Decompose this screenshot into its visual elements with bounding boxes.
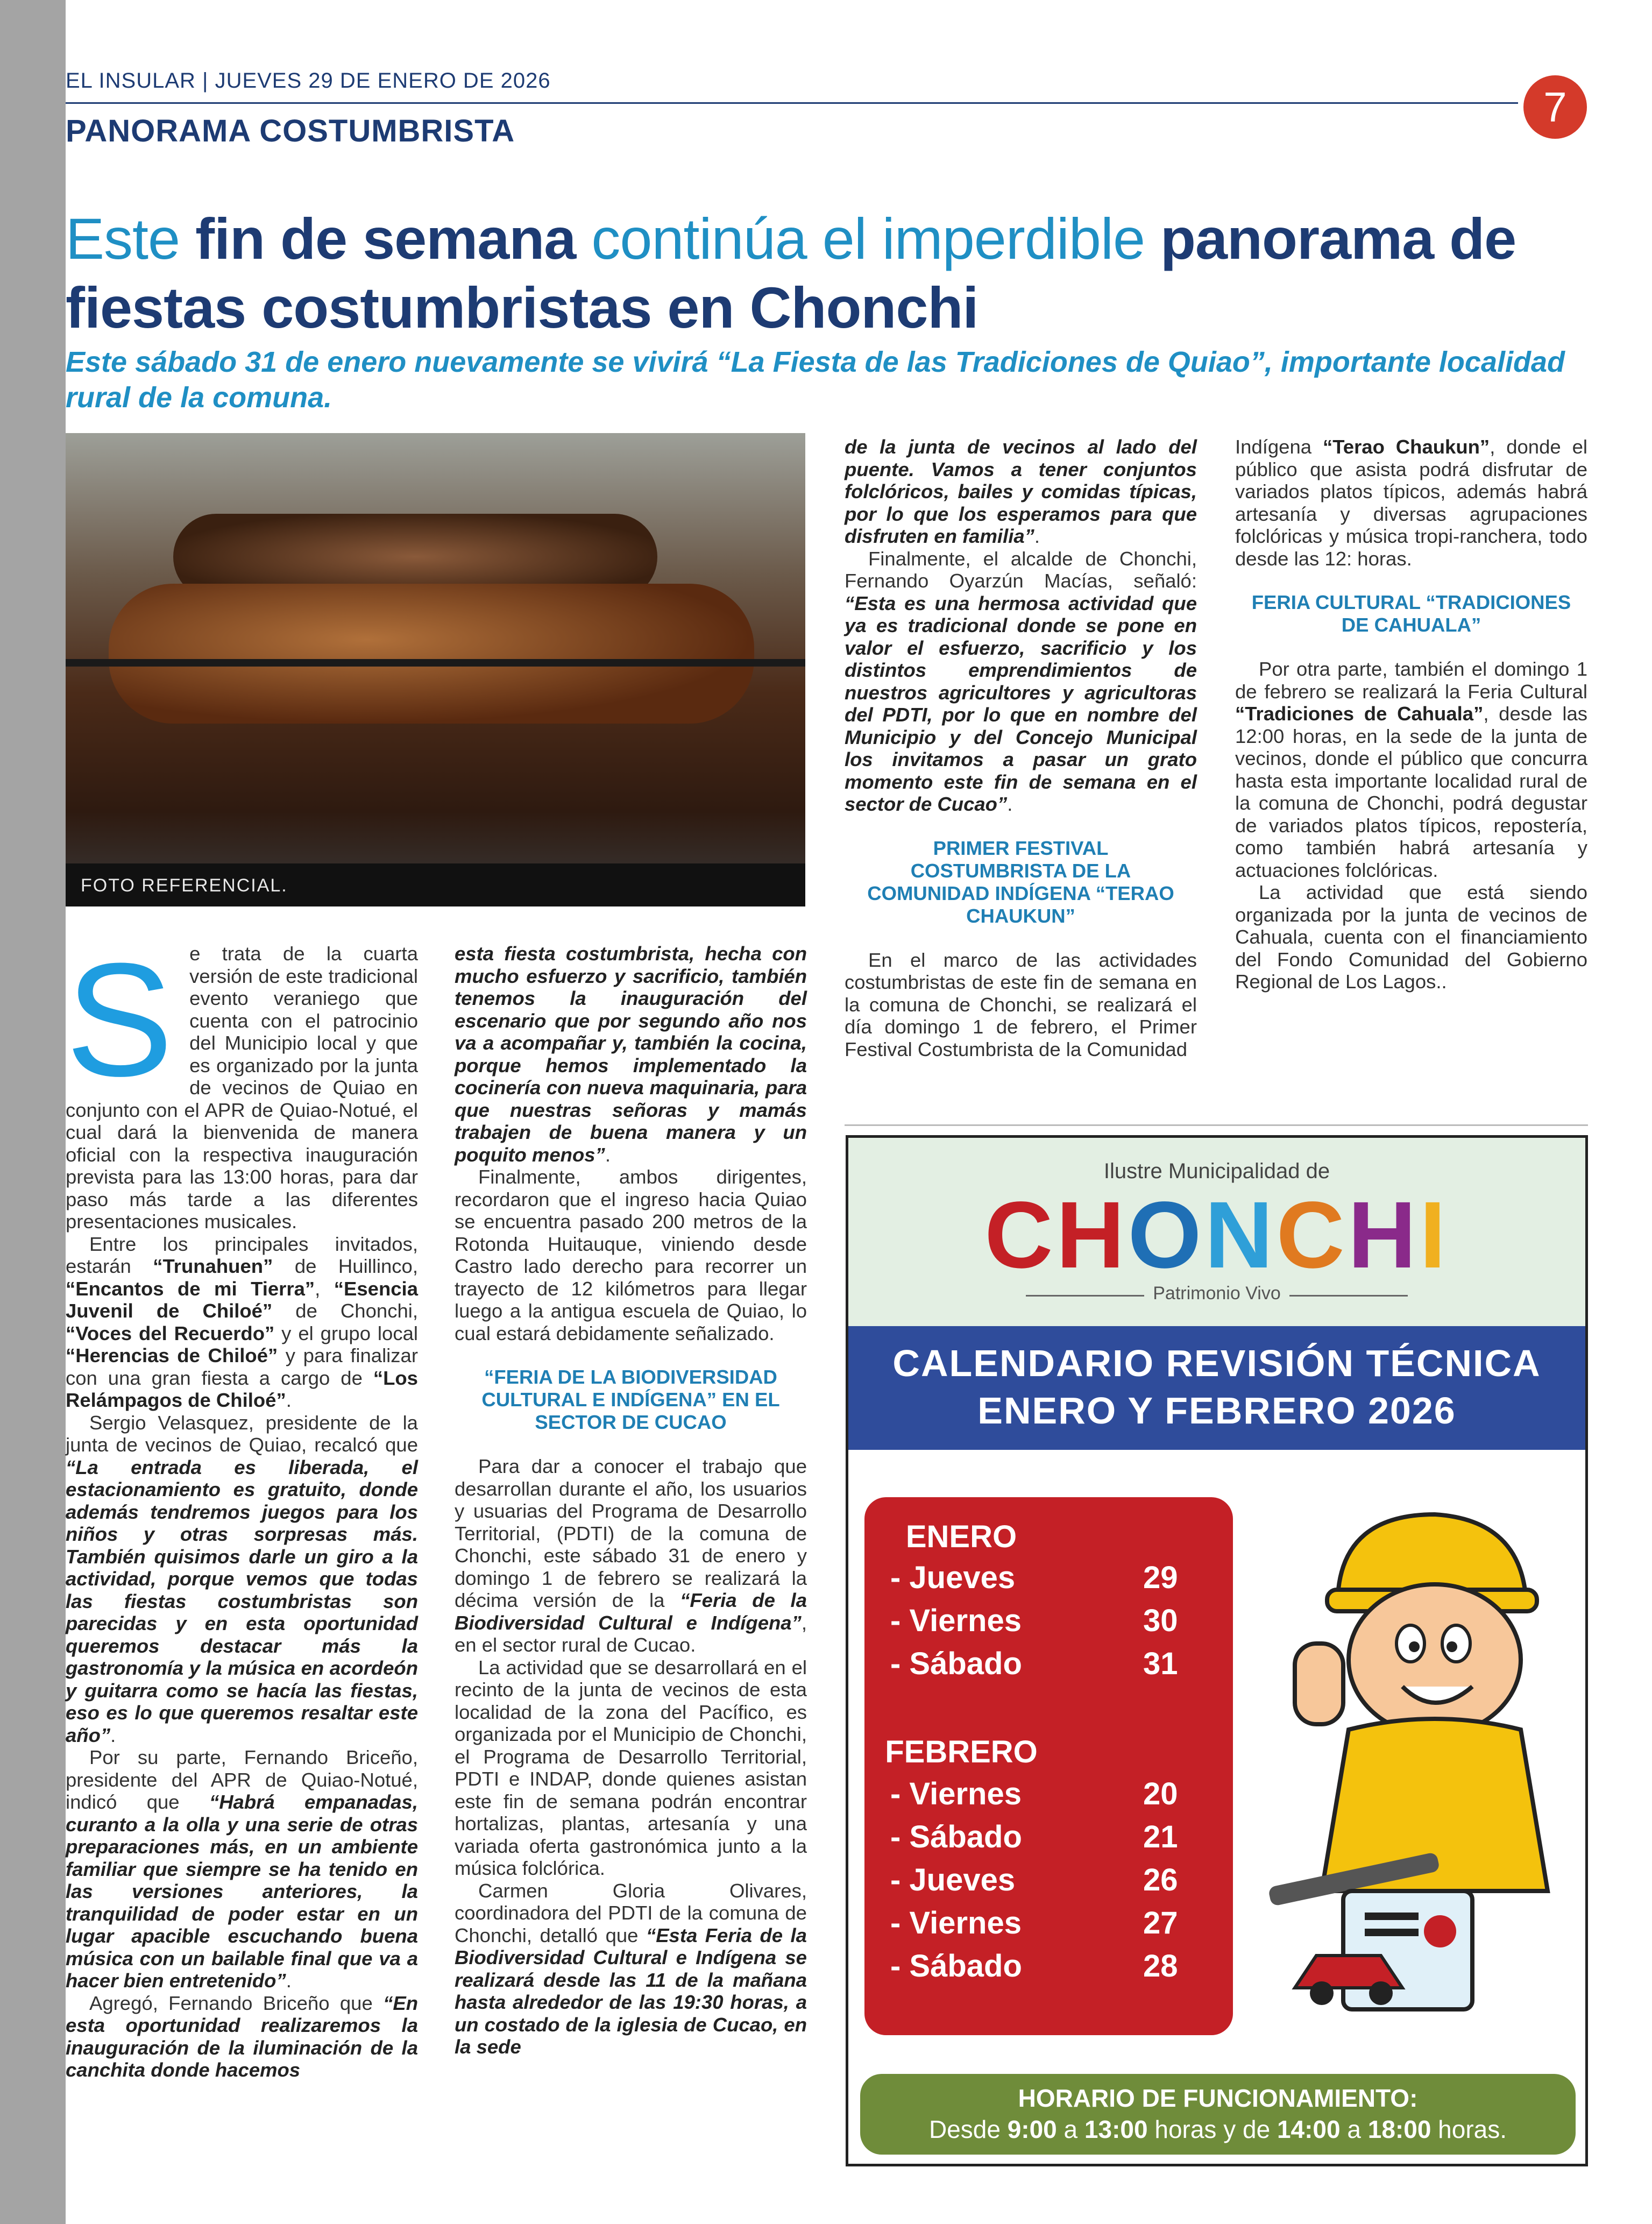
paragraph-text: ,	[315, 1277, 334, 1300]
event-name: “Feria de la Biodiversidad Cultural e Indígena”	[455, 1589, 807, 1634]
subheadline: Este sábado 31 de enero nuevamente se vivirá “La Fiesta de las Tradiciones de Quiao”, importante localidad rural de la comuna.	[66, 346, 1565, 414]
headline-part-2: fin de semana	[195, 206, 576, 271]
calendar-day: - Viernes	[890, 1776, 1022, 1811]
calendar-date: 27	[1143, 1906, 1178, 1940]
calendar-day: - Jueves	[890, 1560, 1016, 1595]
article-paragraph	[455, 1455, 807, 1656]
logo-letter: N	[1204, 1182, 1277, 1288]
mechanic-illustration	[1257, 1482, 1580, 2020]
article-photo	[66, 433, 805, 906]
logo-letter: H	[1056, 1182, 1128, 1288]
hours-time: 18:00	[1367, 2115, 1431, 2143]
article-paragraph	[455, 1880, 807, 2058]
photo-caption: FOTO REFERENCIAL.	[81, 875, 288, 896]
chonchi-logo	[848, 1181, 1585, 1290]
calendar-date: 31	[1143, 1646, 1178, 1681]
clipboard-line	[1365, 1929, 1419, 1936]
section-heading: “FERIA DE LA BIODIVERSIDAD CULTURAL E INDÍGENA” EN EL SECTOR DE CUCAO	[481, 1366, 780, 1433]
paragraph-text: .	[1007, 793, 1013, 815]
hours-time: 13:00	[1084, 2115, 1148, 2143]
header-rule	[66, 102, 1518, 104]
paragraph-text: .	[286, 1389, 292, 1411]
quote-text: “La entrada es liberada, el estacionamiento es gratuito, donde además tendremos juegos para los niños y otras sorpresas más. También quisimos darle un giro a la actividad, porque vemos que todas las fiestas costumbristas son parecidas y en esta oportunidad queremos destacar más la gastronomía y la música en acordeón y guitarra como se hacía las fiestas, eso es lo que queremos resaltar este año”	[66, 1456, 418, 1746]
band-name: “Los Relámpagos de Chiloé”	[66, 1366, 418, 1411]
section-heading: FERIA CULTURAL “TRADICIONES DE CAHUALA”	[1251, 591, 1571, 636]
calendar-day: - Sábado	[890, 1819, 1022, 1854]
hours-time: 14:00	[1277, 2115, 1341, 2143]
paragraph-text: .	[605, 1143, 611, 1166]
calendar-box	[864, 1497, 1233, 2035]
quote-text: esta fiesta costumbrista, hecha con mucho esfuerzo y sacrificio, también tenemos la inauguración del escenario que por segundo año nos va a acompañar y, también la cocina, porque hemos implementado la cocinería con nueva maquinaria, para que nuestras señoras y mamás trabajen de buena manera y un poquito menos”	[455, 943, 807, 1166]
ad-tagline: Patrimonio Vivo	[1153, 1283, 1281, 1304]
paragraph-text: Para dar a conocer el trabajo que desarrollan durante el año, los usuarios y usuarias del Programa de Desarrollo Territorial, (PDTI) de la comuna de Chonchi, este sábado 31 de enero y domingo 1 de febrero se realizará la décima versión de la	[455, 1455, 807, 1611]
calendar-date: 21	[1143, 1819, 1178, 1854]
paragraph-text: Indígena	[1235, 436, 1323, 458]
calendar-date: 20	[1143, 1776, 1178, 1811]
clipboard-line	[1365, 1913, 1419, 1920]
article-paragraph	[66, 1412, 418, 1747]
calendar-date: 28	[1143, 1949, 1178, 1984]
hours-part: Desde	[928, 2115, 1008, 2143]
article-paragraph	[845, 548, 1197, 816]
quote-text: “Esta Feria de la Biodiversidad Cultural e Indígena se realizará desde las 11 de la mañana hasta alrededor de las 19:30 horas, a un costado de la iglesia de Cucao, en la sede	[455, 1924, 807, 2058]
photo-roast-front	[109, 584, 754, 724]
article-paragraph: La actividad que está siendo organizada por la junta de vecinos de Cahuala, cuenta con el financiamiento del Fondo Comunidad del Gobierno Regional de Los Lagos..	[1235, 881, 1587, 993]
hours-time: 9:00	[1007, 2115, 1057, 2143]
article-paragraph	[66, 929, 418, 1233]
article-paragraph	[66, 1233, 418, 1412]
paragraph-text: Agregó, Fernando Briceño que	[89, 1992, 384, 2014]
publication-date: JUEVES 29 DE ENERO DE 2026	[215, 69, 551, 93]
pupil-right	[1447, 1641, 1457, 1652]
paragraph-text: Finalmente, el alcalde de Chonchi, Fernando Oyarzún Macías, señaló:	[845, 547, 1197, 592]
hours-part: a	[1057, 2115, 1084, 2143]
background-band-left	[0, 0, 66, 2224]
car-wheel	[1369, 1981, 1393, 2005]
month-label-febrero: FEBRERO	[885, 1734, 1038, 1769]
paragraph-text: Entre los principales invitados, estarán	[66, 1233, 418, 1277]
quote-text: “En esta oportunidad realizaremos la inauguración de la iluminación de la canchita donde hacemos	[66, 1992, 418, 2081]
hours-part: horas.	[1431, 2115, 1507, 2143]
publication-name: EL INSULAR	[66, 69, 196, 93]
paragraph-text: , donde el público que asista podrá disfrutar de variados platos típicos, además habrá artesanía y diversas agrupaciones folclóricas y música tropi-ranchera, todo desde las 12: horas.	[1235, 436, 1587, 570]
paragraph-text: Sergio Velasquez, presidente de la junta de vecinos de Quiao, recalcó que	[66, 1411, 418, 1456]
paragraph-text: Por otra parte, también el domingo 1 de febrero se realizará la Feria Cultural	[1235, 658, 1587, 703]
face	[1349, 1584, 1521, 1735]
calendar-date: 29	[1143, 1560, 1178, 1595]
logo-letter: C	[1276, 1182, 1348, 1288]
paragraph-text: , en el sector rural de Cucao.	[455, 1611, 807, 1656]
article-paragraph	[845, 436, 1197, 548]
band-name: “Esencia Juvenil de Chiloé”	[66, 1277, 418, 1322]
car-wheel	[1310, 1981, 1334, 2005]
paragraph-text: Por su parte, Fernando Briceño, presidente del APR de Quiao-Notué, indicó que	[66, 1746, 418, 1813]
paragraph-text: y el grupo local	[274, 1322, 418, 1344]
hours-text	[860, 2115, 1576, 2144]
month-label-enero: ENERO	[905, 1519, 1017, 1554]
ad-title	[848, 1340, 1585, 1434]
clipboard-icon	[1343, 1891, 1472, 2009]
calendar-day: - Viernes	[890, 1603, 1022, 1638]
band-name: “Herencias de Chiloé”	[66, 1344, 278, 1366]
paragraph-text: .	[1034, 525, 1040, 547]
hours-part: horas y de	[1147, 2115, 1277, 2143]
calendar-day: - Viernes	[890, 1906, 1022, 1940]
quote-text: “Habrá empanadas, curanto a la olla y una serie de otras preparaciones más, en un ambiente familiar que siempre se ha tenido en las versiones anteriores, la tranquilidad de poder estar en un lugar apacible escuchando buena música con un bailable final que va a hacer bien entretenido”	[66, 1791, 418, 1992]
logo-letter: I	[1419, 1182, 1449, 1288]
hours-part: a	[1340, 2115, 1368, 2143]
article-column-2	[455, 943, 807, 2058]
headline	[66, 204, 1593, 342]
article-paragraph	[455, 943, 807, 1166]
headline-part-4: panorama de fiestas costumbristas en Chonchi	[66, 206, 1516, 340]
section-heading: PRIMER FESTIVAL COSTUMBRISTA DE LA COMUNIDAD INDÍGENA “TERAO CHAUKUN”	[867, 837, 1174, 927]
paragraph-text: Carmen Gloria Olivares, coordinadora del PDTI de la comuna de Chonchi, detalló que	[455, 1879, 807, 1946]
ad-title-line-1: CALENDARIO REVISIÓN TÉCNICA	[892, 1342, 1541, 1384]
article-paragraph	[66, 1992, 418, 2081]
logo-letter: H	[1348, 1182, 1420, 1288]
calendar-day: - Sábado	[890, 1949, 1022, 1984]
calendar-day: - Sábado	[890, 1646, 1022, 1681]
gear-icon	[1424, 1915, 1456, 1947]
page-number-badge: 7	[1523, 75, 1587, 139]
band-name: “Encantos de mi Tierra”	[66, 1277, 315, 1300]
column-divider	[845, 1124, 1588, 1126]
hours-title: HORARIO DE FUNCIONAMIENTO:	[1018, 2084, 1418, 2112]
advertisement-calendar	[846, 1135, 1588, 2166]
calendar-date: 30	[1143, 1603, 1178, 1638]
page-header: EL INSULAR | JUEVES 29 DE ENERO DE 2026	[66, 69, 551, 93]
paragraph-text: .	[110, 1724, 116, 1746]
paragraph-text: e trata de la cuarta versión de este tradicional evento veraniego que cuenta con el patrocinio del Municipio local y que es organizado por la junta de vecinos de Quiao en conjunto con el APR de Quiao-Notué, el cual dará la bienvenida de manera oficial con la respectiva inauguración prevista para las 13:00 horas, para dar paso más tarde a las diferentes presentaciones musicales.	[66, 943, 418, 1233]
band-name: “Trunahuen”	[153, 1255, 273, 1277]
pupil-left	[1409, 1641, 1420, 1652]
ad-title-line-2: ENERO Y FEBRERO 2026	[977, 1390, 1456, 1432]
logo-letter: C	[984, 1182, 1057, 1288]
headline-part-1: Este	[66, 206, 196, 271]
article-paragraph: Finalmente, ambos dirigentes, recordaron que el ingreso hacia Quiao se encuentra pasado 200 metros de la Rotonda Huitauque, viniendo desde Castro lado derecho para recorrer un trayecto de 12 kilómetros para llegar luego a la antigua escuela de Quiao, lo cual estará debidamente señalizado.	[455, 1166, 807, 1344]
calendar-date: 26	[1143, 1862, 1178, 1897]
calendar-day: - Jueves	[890, 1862, 1016, 1897]
article-paragraph	[1235, 436, 1587, 570]
paragraph-text: .	[286, 1970, 292, 1992]
quote-text: “Esta es una hermosa actividad que ya es tradicional donde se pone en valor el esfuerzo, sacrificio y los distintos emprendimientos de nuestros agricultores y agricultoras del PDTI, por lo que en nombre del Municipio y del Concejo Municipal los invitamos a pasar un grato momento este fin de semana en el sector de Cucao”	[845, 592, 1197, 815]
photo-spit	[66, 659, 805, 667]
headline-part-3: continúa el imperdible	[576, 206, 1161, 271]
paragraph-text: de Chonchi,	[272, 1300, 418, 1322]
article-paragraph	[66, 1746, 418, 1992]
ad-municipality: Ilustre Municipalidad de	[1103, 1159, 1330, 1183]
community-name: “Terao Chaukun”	[1322, 436, 1490, 458]
article-column-1	[66, 929, 419, 2081]
paragraph-text: , desde las 12:00 horas, en la sede de la junta de vecinos, donde el público que concurra hasta esta importante localidad rural de la comuna de Chonchi, podrá degustar de variados platos típicos, repostería, como también habrá artesanía y actuaciones folclóricas.	[1235, 703, 1587, 881]
ad-hours-box	[860, 2074, 1576, 2155]
article-column-3	[845, 436, 1197, 1060]
logo-letter: O	[1128, 1182, 1205, 1288]
section-label: PANORAMA COSTUMBRISTA	[66, 114, 515, 148]
article-paragraph: En el marco de las actividades costumbristas de este fin de semana en la comuna de Chonchi, se realizará el día domingo 1 de febrero, el Primer Festival Costumbrista de la Comunidad	[845, 948, 1197, 1060]
paragraph-text: de Huillinco,	[273, 1255, 419, 1277]
article-paragraph: La actividad que se desarrollará en el recinto de la junta de vecinos de esta localidad de la zona del Pacífico, es organizada por el Municipio de Chonchi, el Programa de Desarrollo Territorial, PDTI e INDAP, donde quienes asistan este fin de semana podrán encontrar hortalizas, plantas, artesanía y una variada oferta gastronómica junto a la música folclórica.	[455, 1656, 807, 1879]
thumbs-up-icon	[1295, 1644, 1343, 1724]
event-name: “Tradiciones de Cahuala”	[1235, 703, 1484, 725]
article-paragraph	[1235, 658, 1587, 881]
drop-cap: S	[66, 929, 174, 1110]
quote-text: de la junta de vecinos al lado del puente. Vamos a tener conjuntos folclóricos, bailes y comidas típicas, por lo que los esperamos para que disfruten en familia”	[845, 436, 1197, 547]
band-name: “Voces del Recuerdo”	[66, 1322, 275, 1344]
article-column-4	[1235, 436, 1587, 993]
paragraph-text: y para finalizar con una gran fiesta a cargo de	[66, 1344, 418, 1389]
